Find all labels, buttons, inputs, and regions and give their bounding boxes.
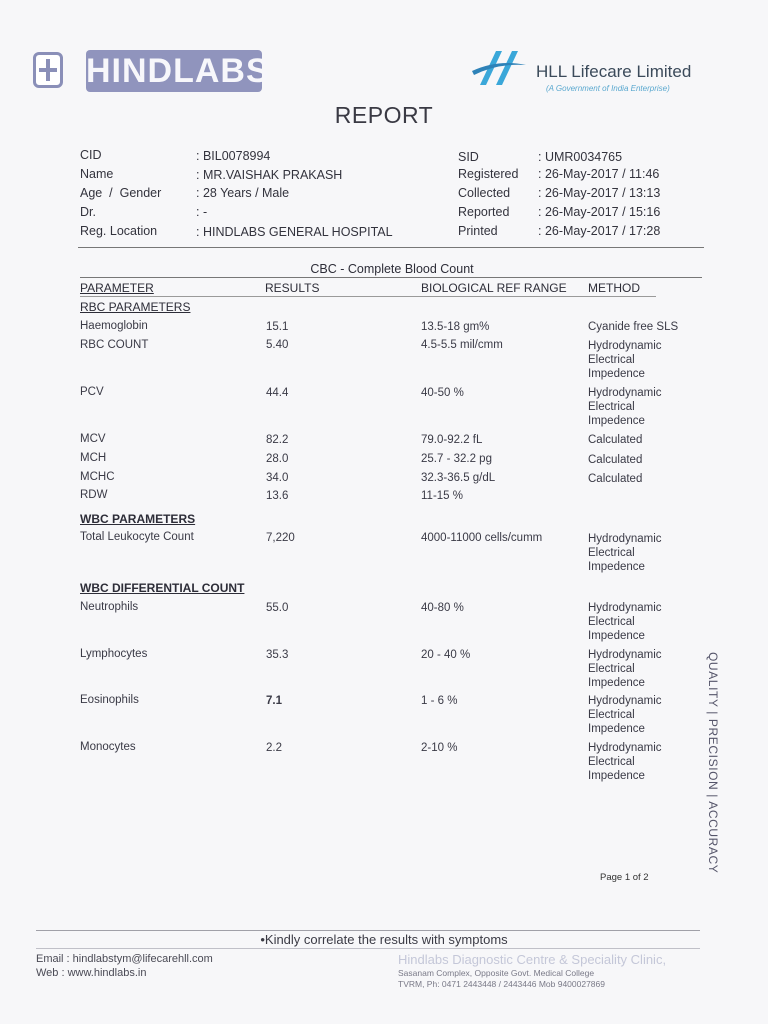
correlate-note: •Kindly correlate the results with symptoms xyxy=(260,932,508,947)
reported-label: Reported xyxy=(458,205,510,219)
range-haemoglobin: 13.5-18 gm% xyxy=(421,321,490,333)
col-method: METHOD xyxy=(588,281,640,295)
param-eosinophils: Eosinophils xyxy=(80,694,139,706)
header-divider xyxy=(78,247,704,248)
range-mcv: 79.0-92.2 fL xyxy=(421,434,483,446)
range-lymphocytes: 20 - 40 % xyxy=(421,649,471,661)
partner-subtitle: (A Government of India Enterprise) xyxy=(546,84,670,93)
collected-label: Collected xyxy=(458,186,511,200)
sid-label: SID xyxy=(458,150,479,164)
doctor-label: Dr. xyxy=(80,205,96,219)
param-mcv: MCV xyxy=(80,433,106,445)
result-neutrophils: 55.0 xyxy=(266,602,289,614)
footer-centre-name: Hindlabs Diagnostic Centre & Speciality Clinic, xyxy=(398,952,667,967)
side-text: QUALITY | PRECISION | ACCURACY xyxy=(706,652,720,874)
method-pcv: Hydrodynamic Electrical Impedence xyxy=(588,387,662,427)
col-ref-range: BIOLOGICAL REF RANGE xyxy=(421,281,567,295)
range-neutrophils: 40-80 % xyxy=(421,602,464,614)
col-parameter: PARAMETER xyxy=(80,281,154,295)
result-rdw: 13.6 xyxy=(266,490,289,502)
footer-web: Web : www.hindlabs.in xyxy=(36,967,147,979)
collected-value: : 26-May-2017 / 13:13 xyxy=(538,186,661,200)
footer-centre-address: Sasanam Complex, Opposite Govt. Medical College xyxy=(398,968,595,978)
test-title: CBC - Complete Blood Count xyxy=(310,262,474,276)
param-haemoglobin: Haemoglobin xyxy=(80,320,148,332)
column-divider xyxy=(80,296,656,297)
doctor-value: : - xyxy=(196,205,208,219)
result-mcv: 82.2 xyxy=(266,434,289,446)
method-mch: Calculated xyxy=(588,454,643,466)
result-rbc-count: 5.40 xyxy=(266,339,289,351)
method-mcv: Calculated xyxy=(588,434,643,446)
footer-centre-phone: TVRM, Ph: 0471 2443448 / 2443446 Mob 9400027869 xyxy=(398,979,605,989)
section-rbc: RBC PARAMETERS xyxy=(80,300,191,314)
range-eosinophils: 1 - 6 % xyxy=(421,695,458,707)
registered-value: : 26-May-2017 / 11:46 xyxy=(538,167,660,181)
result-lymphocytes: 35.3 xyxy=(266,649,289,661)
method-monocytes: Hydrodynamic Electrical Impedence xyxy=(588,742,662,782)
result-haemoglobin: 15.1 xyxy=(266,321,289,333)
hindlabs-logo-icon xyxy=(33,52,63,88)
section-differential: WBC DIFFERENTIAL COUNT xyxy=(80,581,245,595)
range-rbc-count: 4.5-5.5 mil/cmm xyxy=(421,339,503,351)
cid-value: : BIL0078994 xyxy=(196,149,271,163)
range-rdw: 11-15 % xyxy=(421,490,463,502)
range-mchc: 32.3-36.5 g/dL xyxy=(421,472,496,484)
param-mchc: MCHC xyxy=(80,471,115,483)
result-pcv: 44.4 xyxy=(266,387,289,399)
range-pcv: 40-50 % xyxy=(421,387,464,399)
printed-value: : 26-May-2017 / 17:28 xyxy=(538,224,661,238)
partner-name: HLL Lifecare Limited xyxy=(536,62,692,81)
sid-value: : UMR0034765 xyxy=(538,150,623,164)
name-label: Name xyxy=(80,167,114,181)
range-mch: 25.7 - 32.2 pg xyxy=(421,453,492,465)
reported-value: : 26-May-2017 / 15:16 xyxy=(538,205,661,219)
cid-label: CID xyxy=(80,148,102,162)
result-monocytes: 2.2 xyxy=(266,742,282,754)
method-mchc: Calculated xyxy=(588,473,643,485)
registered-label: Registered xyxy=(458,167,519,181)
reg-location-value: : HINDLABS GENERAL HOSPITAL xyxy=(196,225,393,239)
result-mchc: 34.0 xyxy=(266,472,289,484)
method-eosinophils: Hydrodynamic Electrical Impedence xyxy=(588,695,662,735)
reg-location-label: Reg. Location xyxy=(80,224,158,238)
range-monocytes: 2-10 % xyxy=(421,742,458,754)
param-lymphocytes: Lymphocytes xyxy=(80,648,148,660)
param-monocytes: Monocytes xyxy=(80,741,136,753)
result-total-leukocyte-count: 7,220 xyxy=(266,532,295,544)
footer-divider xyxy=(36,930,700,931)
result-eosinophils: 7.1 xyxy=(266,695,282,707)
param-mch: MCH xyxy=(80,452,107,464)
range-total-leukocyte-count: 4000-11000 cells/cumm xyxy=(421,532,543,544)
footer-email: Email : hindlabstym@lifecarehll.com xyxy=(36,953,213,965)
param-rdw: RDW xyxy=(80,489,108,501)
param-neutrophils: Neutrophils xyxy=(80,601,139,613)
method-total-leukocyte-count: Hydrodynamic Electrical Impedence xyxy=(588,533,662,573)
result-mch: 28.0 xyxy=(266,453,289,465)
param-rbc-count: RBC COUNT xyxy=(80,339,149,351)
method-rbc-count: Hydrodynamic Electrical Impedence xyxy=(588,340,662,380)
method-lymphocytes: Hydrodynamic Electrical Impedence xyxy=(588,649,662,689)
section-wbc: WBC PARAMETERS xyxy=(80,512,196,526)
test-title-divider xyxy=(80,277,702,278)
name-value: : MR.VAISHAK PRAKASH xyxy=(196,168,343,182)
param-pcv: PCV xyxy=(80,386,104,398)
col-results: RESULTS xyxy=(265,281,320,295)
age-gender-value: : 28 Years / Male xyxy=(196,186,290,200)
footer-divider-2 xyxy=(36,948,700,949)
hll-logo-icon xyxy=(468,45,530,93)
page-title: REPORT xyxy=(334,102,434,128)
quality-side-text xyxy=(700,652,730,892)
param-total-leukocyte-count: Total Leukocyte Count xyxy=(80,531,194,543)
printed-label: Printed xyxy=(458,224,498,238)
method-haemoglobin: Cyanide free SLS xyxy=(588,321,679,333)
method-neutrophils: Hydrodynamic Electrical Impedence xyxy=(588,602,662,642)
age-gender-label: Age / Gender xyxy=(80,186,162,200)
page-number: Page 1 of 2 xyxy=(600,872,649,883)
hindlabs-logo: HINDLABS xyxy=(86,52,270,90)
